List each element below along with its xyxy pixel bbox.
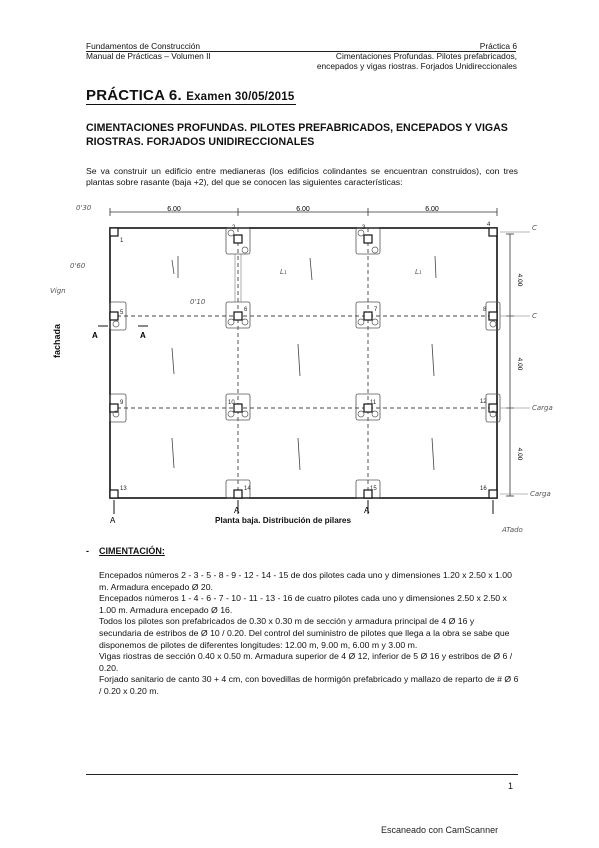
pillar-label-11: 11 bbox=[370, 400, 377, 406]
header-topic-2: encepados y vigas riostras. Forjados Unidireccionales bbox=[316, 61, 517, 71]
pillar-label-4: 4 bbox=[487, 222, 491, 228]
pile-circles bbox=[113, 230, 496, 417]
pillar-label-2: 2 bbox=[232, 225, 236, 231]
header-rule bbox=[86, 51, 516, 52]
note-right-c1: C bbox=[532, 224, 537, 232]
foundation-para-2: Encepados números 1 - 4 - 6 - 7 - 10 - 11 - 13 - 16 de cuatro pilotes cada uno y dimensiones 2.50 x 2.50 x 1.00 m. Armadura encepado Ø 16. bbox=[99, 593, 507, 615]
foundation-heading: CIMENTACIÓN: bbox=[99, 546, 165, 556]
span-x-2: 6.00 bbox=[296, 206, 310, 213]
facade-label: fachada bbox=[52, 323, 62, 358]
span-y-2: 4.00 bbox=[516, 357, 523, 371]
pillar-label-13: 13 bbox=[120, 486, 127, 492]
note-l1-b: L₁ bbox=[415, 268, 422, 276]
pillars bbox=[110, 228, 497, 498]
page-number: 1 bbox=[508, 781, 514, 791]
title-underline bbox=[86, 104, 296, 105]
grid-axes bbox=[110, 228, 497, 498]
span-x-3: 6.00 bbox=[425, 206, 439, 213]
note-bottom-right: ATado bbox=[502, 526, 523, 534]
pillar-label-3: 3 bbox=[362, 225, 366, 231]
span-x-1: 6.00 bbox=[167, 206, 181, 213]
bullet-dash: - bbox=[86, 546, 89, 556]
pillar-label-7: 7 bbox=[374, 307, 378, 313]
note-right-c2: C bbox=[532, 312, 537, 320]
header-book-title: Fundamentos de Construcción bbox=[86, 41, 201, 51]
note-top-left: 0'30 bbox=[76, 204, 92, 212]
practice-title: PRÁCTICA 6. bbox=[86, 87, 182, 104]
span-y-1: 4.00 bbox=[516, 273, 523, 287]
section-mark-bottom-1: A bbox=[110, 516, 116, 525]
pile-caps bbox=[110, 228, 500, 498]
header-volume: Manual de Prácticas – Volumen II bbox=[86, 51, 211, 61]
pillar-label-14: 14 bbox=[244, 486, 251, 492]
note-right-carga2: Carga bbox=[530, 490, 551, 498]
foundation-para-3: Todos los pilotes son prefabricados de 0.30 x 0.30 m de sección y armadura principal de 4 Ø 16 y secundaria de estribos de Ø 10 / 0.20. Del control del suministro de pilotes que llega a la obra se sabe que disponemos de pilotes de diferentes longitudes: 12.00 m, 9.00 m, 6.00 m y 3.00 m. bbox=[99, 616, 510, 650]
foundation-para-1: Encepados números 2 - 3 - 5 - 8 - 9 - 12 - 14 - 15 de dos pilotes cada uno y dimensiones 1.20 x 2.50 x 1.00 m. Armadura encepado Ø 20. bbox=[99, 570, 512, 592]
scanner-footer: Escaneado con CamScanner bbox=[381, 825, 499, 835]
foundation-para-5: Forjado sanitario de canto 30 + 4 cm, con bovedillas de hormigón prefabricado y mallazo de reparto de # Ø 6 / 0.20 x 0.20 m. bbox=[99, 674, 519, 696]
slab-direction-marks bbox=[172, 256, 436, 470]
pillar-label-12: 12 bbox=[480, 399, 487, 405]
header-practice: Práctica 6 bbox=[479, 41, 517, 51]
plan-outline bbox=[110, 228, 497, 498]
pillar-plan-drawing bbox=[40, 198, 570, 543]
pillar-label-6: 6 bbox=[244, 307, 248, 313]
header-topic-1: Cimentaciones Profundas. Pilotes prefabricados, bbox=[335, 51, 517, 61]
pillar-label-15: 15 bbox=[370, 486, 377, 492]
pillar-label-8: 8 bbox=[483, 307, 487, 313]
pillar-label-9: 9 bbox=[120, 400, 124, 406]
intro-paragraph: Se va construir un edificio entre medianeras (los edificios colindantes se encuentran construidos), con tres plantas sobre rasante (baja +2), del que se conocen las siguientes características: bbox=[86, 166, 518, 188]
foundation-para-4: Vigas riostras de sección 0.40 x 0.50 m. Armadura superior de 4 Ø 12, inferior de 5 Ø 16 y estribos de Ø 6 / 0.20. bbox=[99, 651, 513, 673]
foundation-body bbox=[99, 570, 519, 698]
footer-rule bbox=[86, 774, 518, 775]
page-title bbox=[86, 87, 294, 104]
section-mark-left: A bbox=[92, 331, 98, 340]
note-l1-a: L₁ bbox=[280, 268, 287, 276]
pillar-label-1: 1 bbox=[120, 238, 124, 244]
note-left-2: Vign bbox=[50, 287, 66, 295]
section-marks bbox=[98, 326, 493, 514]
section-heading: CIMENTACIONES PROFUNDAS. PILOTES PREFABRICADOS, ENCEPADOS Y VIGAS RIOSTRAS. FORJADOS UNIDIRECCIONALES bbox=[86, 122, 508, 148]
header-right bbox=[317, 41, 517, 71]
dimension-line-right bbox=[506, 234, 514, 496]
section-mark-bottom-3: A bbox=[364, 506, 370, 515]
plan-caption: Planta baja. Distribución de pilares bbox=[215, 516, 352, 525]
section-mark-left-2: A bbox=[140, 331, 146, 340]
pillar-label-5: 5 bbox=[120, 310, 124, 316]
span-y-3: 4.00 bbox=[516, 447, 523, 461]
note-right-carga1: Carga bbox=[532, 404, 553, 412]
section-mark-bottom-2: A bbox=[234, 506, 240, 515]
pillar-label-10: 10 bbox=[228, 400, 235, 406]
note-mid: 0'10 bbox=[190, 298, 206, 306]
pillar-label-16: 16 bbox=[480, 486, 487, 492]
exam-date: Examen 30/05/2015 bbox=[186, 91, 295, 103]
note-left-1: 0'60 bbox=[70, 262, 86, 270]
